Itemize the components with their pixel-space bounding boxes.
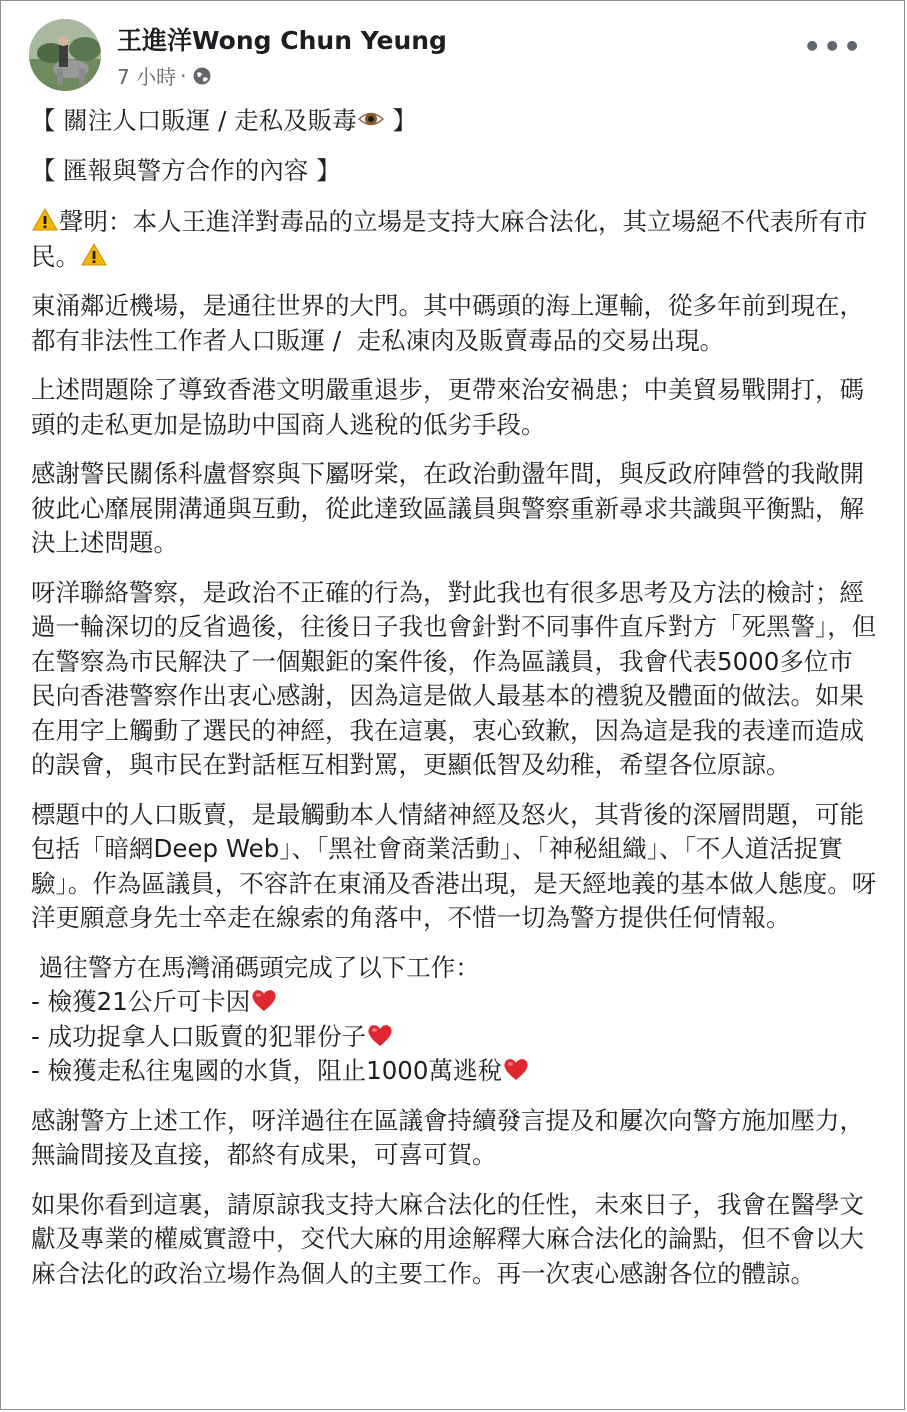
warning-icon [31, 206, 59, 234]
heading-1-text: 【 關注人口販運 / 走私及販毒 [31, 106, 357, 135]
paragraph-3: 感謝警民關係科盧督察與下屬呀棠，在政治動盪年間，與反政府陣營的我敞開彼此心靡展開溝通與互動，從此達致區議員與警察重新尋求共識與平衡點，解決上述問題。 [31, 459, 864, 557]
post-header [29, 19, 879, 89]
avatar[interactable] [29, 19, 101, 91]
list-item-text: - 檢獲走私往鬼國的水貨，阻止1000萬逃稅 [31, 1056, 502, 1085]
heart-icon [502, 1055, 530, 1083]
list-item [31, 1020, 877, 1055]
paragraph-1: 東涌鄰近機場，是通往世界的大門。其中碼頭的海上運輸，從多年前到現在，都有非法性工作者人口販運 / 走私凍肉及販賣毒品的交易出現。 [31, 291, 864, 355]
paragraph-4: 呀洋聯絡警察，是政治不正確的行為，對此我也有很多思考及方法的檢討；經過一輪深切的反省過後，往後日子我也會針對不同事件直斥對方「死黑警」，但在警察為市民解決了一個艱鉅的案件後，作為區議員，我會代表5000多位市民向香港警察作出衷心感謝，因為這是做人最基本的禮貌及體面的做法。如果在用字上觸動了選民的神經，我在這裏，衷心致歉，因為這是我的表達而造成的誤會，與市民在對話框互相對罵，更顯低智及幼稚，希望各位原諒。 [31, 577, 877, 779]
list-item [31, 1054, 877, 1089]
paragraph-2: 上述問題除了導致香港文明嚴重退步，更帶來治安禍患；中美貿易戰開打，碼頭的走私更加是協助中国商人逃稅的低劣手段。 [31, 375, 864, 439]
post-body [31, 104, 877, 1306]
more-options-icon[interactable]: ••• [803, 30, 863, 63]
statement-paragraph [31, 205, 877, 274]
list-item-text: - 檢獲21公斤可卡因 [31, 987, 251, 1016]
list-item-text: - 成功捉拿人口販賣的犯罪份子 [31, 1021, 367, 1051]
list-item [31, 985, 877, 1020]
eye-icon [357, 105, 385, 133]
paragraph-7: 如果你看到這裏，請原諒我支持大麻合法化的任性，未來日子，我會在醫學文獻及專業的權威實證中，交代大麻的用途解釋大麻合法化的論點，但不會以大麻合法化的政治立場作為個人的主要工作。再一次衷心感謝各位的體諒。 [31, 1189, 864, 1288]
heart-icon [250, 986, 278, 1014]
heart-icon [366, 1021, 394, 1049]
statement-text: 聲明：本人王進洋對毒品的立場是支持大麻合法化，其立場絕不代表所有市民。 [31, 207, 868, 271]
heading-line-2: 【 匯報與警方合作的內容 】 [31, 155, 341, 185]
post-time[interactable]: 7 小時 [117, 65, 177, 89]
heading-line-1 [31, 104, 877, 139]
meta-separator: · [180, 63, 187, 88]
globe-icon [192, 66, 212, 86]
paragraph-6: 感謝警方上述工作，呀洋過往在區議會持續發言提及和屢次向警方施加壓力，無論間接及直接，都終有成果，可喜可賀。 [31, 1105, 864, 1169]
avatar-image [29, 19, 101, 91]
list-intro: 過往警方在馬灣涌碼頭完成了以下工作： [31, 952, 480, 982]
author-name[interactable]: 王進洋Wong Chun Yeung [117, 26, 447, 55]
warning-icon [80, 241, 108, 269]
heading-1-end: 】 [384, 106, 417, 135]
work-list [31, 951, 877, 1089]
post-meta [117, 61, 212, 90]
paragraph-5: 標題中的人口販賣，是最觸動本人情緒神經及怒火，其背後的深層問題，可能包括「暗網Deep Web」、「黑社會商業活動」、「神秘組織」、「不人道活捉實驗」。作為區議員，不容許在東涌及香港出現，是天經地義的基本做人態度。呀洋更願意身先士卒走在線索的角落中，不惜一切為警方提供任何情報。 [31, 799, 877, 932]
